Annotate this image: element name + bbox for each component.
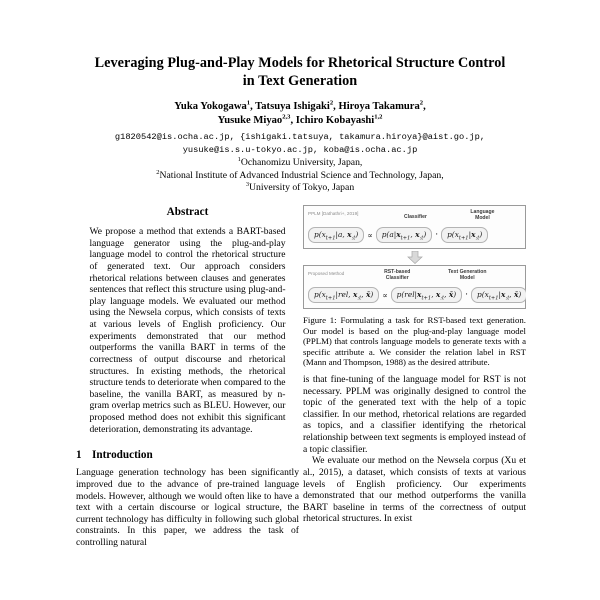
affiliation-2-marker: 2 [156, 168, 160, 176]
author-line-1 [0, 100, 600, 114]
text-generation-model-label-line-2: Model [459, 275, 475, 282]
author-takamura-affil: 2 [419, 99, 424, 107]
figure-1 [303, 205, 526, 368]
abstract-body [90, 226, 286, 435]
affiliation-2 [0, 170, 600, 182]
abstract-heading: Abstract [166, 206, 209, 218]
author-takamura: , Hiroya Takamura [333, 101, 420, 112]
affiliations [0, 157, 600, 194]
author-yokogawa-affil: 1 [246, 99, 251, 107]
figure-1-caption: Figure 1: Formulating a task for RST-based text generation. Our model is based on the plug-and-play language model (PPLM) that controls language models to generate texts with a specific attribute a. We consider the relation label in RST (Mann and Thompson, 1988) as the desired attribute. [303, 315, 526, 368]
affiliation-1-text: Ochanomizu University, Japan, [240, 157, 363, 169]
text-generation-model-label [436, 269, 498, 281]
language-model-label-line-1: Language [470, 209, 495, 215]
author-yokogawa: Yuka Yokogawa [174, 101, 247, 112]
affiliation-3-text: University of Tokyo, Japan [249, 182, 355, 194]
language-model-label-line-2: Model [475, 215, 490, 222]
rst-classifier-label [366, 269, 428, 281]
proposed-target-equation: $p(x_{t+1}|rel$, $x_{:t}$, x̄) [308, 287, 379, 303]
right-column-paragraph-1: is that fine-tuning of the language model for RST is not necessary. PPLM was originally designed to control the topic of the generated text with the help of a topic classifier. In our method, rhetorical relations are regarded as topics, and a classifier identifying the rhetorical relationship between text segments is employed instead of a topic classifier. [303, 373, 526, 455]
introduction-paragraph-1: Language generation technology has been significantly improved due to the advance of pre-trained language models. However, although we would often like to have a text with a certain discourse or logical structure, the current technology has difficulty in following such global constraints. In this paper, we address the task of controlling natural [76, 467, 299, 548]
pplm-lm-equation: $p(x_{t+1}|x_{:t})$ [441, 227, 488, 243]
language-model-label [454, 209, 510, 221]
author-line-1-end: , [423, 101, 426, 112]
introduction-number: 1 [76, 449, 82, 462]
figure-bottom-equations [308, 287, 521, 303]
author-line-2 [0, 114, 600, 128]
introduction-heading-label: Introduction [92, 449, 153, 462]
right-column-paragraph-2: We evaluate our method on the Newsela corpus (Xu et al., 2015), a dataset, which consists of texts at various levels of English proficiency. Our experiments demonstrated that our method outperforms the vanilla BART baseline in terms of the correctness of output rhetorical structures. In exist [303, 455, 526, 525]
proposed-lm-equation: $p(x_{t+1}|x_{:t}$, x̄) [471, 287, 526, 303]
introduction-heading [76, 448, 299, 462]
rst-classifier-label-line-1: RST-based [384, 269, 411, 275]
dot-operator-bottom: · [465, 290, 469, 300]
affiliation-3-marker: 3 [245, 180, 250, 188]
author-miyao-affil: 2,3 [282, 113, 291, 121]
dot-operator-top: · [435, 230, 439, 240]
pplm-classifier-equation: $p(a|x_{t+1}$, $x_{:t}$) [376, 227, 433, 243]
text-generation-model-label-line-1: Text Generation [448, 269, 487, 275]
affiliation-3 [0, 182, 600, 194]
pplm-tag: PPLM [Dathathri+, 2019] [308, 211, 359, 216]
figure-top-panel [303, 205, 526, 249]
title-line-1: Leveraging Plug-and-Play Models for Rhetorical Structure Control [94, 55, 506, 71]
classifier-label: Classifier [403, 214, 427, 220]
affiliation-1 [0, 157, 600, 169]
figure-bottom-labels [308, 269, 521, 286]
author-ishigaki: , Tatsuya Ishigaki [250, 101, 330, 112]
figure-top-labels [308, 209, 521, 226]
body-columns [0, 205, 600, 600]
pplm-target-equation: $p(x_{t+1}|a$, $x_{:t}$) [308, 227, 364, 243]
figure-bottom-panel [303, 265, 526, 309]
author-miyao: Yusuke Miyao [217, 115, 283, 127]
affiliation-2-text: National Institute of Advanced Industrial Science and Technology, Japan, [159, 169, 444, 181]
email-line-1: g1820542@is.ocha.ac.jp, {ishigaki.tatsuya, takamura.hiroya}@aist.go.jp, [114, 132, 486, 143]
figure-top-equations [308, 227, 521, 243]
email-line-2: yusuke@is.s.u-tokyo.ac.jp, koba@is.ocha.ac.jp [182, 144, 418, 155]
affiliation-1-marker: 1 [237, 155, 241, 163]
author-list [0, 100, 600, 128]
proportional-operator-top: ∝ [367, 230, 373, 240]
right-column [303, 205, 526, 600]
author-emails [0, 131, 600, 156]
proportional-operator-bottom: ∝ [382, 290, 388, 300]
proposed-classifier-equation: $p(rel|x_{t+1}$, $x_{:t}$, x̄) [391, 287, 462, 303]
downward-arrow-icon [303, 250, 526, 264]
author-kobayashi: , Ichiro Kobayashi [290, 115, 375, 127]
abstract-paragraph: We propose a method that extends a BART-based language generator using the plug-and-play language model to control the rhetorical structure of generated text. Our approach considers rhetorical relations between clauses and generates sentences that reflect this structure using plug-and-play language models. We evaluated our method using the Newsela corpus, which consists of texts at various levels of English proficiency. Our experiments demonstrated that our method outperforms the vanilla BART in terms of the correctness of output discourse and rhetorical structures. In existing methods, the rhetorical structure tends to deteriorate when compared to the baseline, the vanilla BART, as measured by n-gram overlap metrics such as BLEU. However, our proposed method does not exhibit this significant deterioration, demonstrating its advantage. [89, 226, 286, 435]
left-column [76, 205, 299, 600]
author-ishigaki-affil: 2 [329, 99, 334, 107]
rst-classifier-label-line-2: Classifier [385, 275, 409, 282]
author-kobayashi-affil: 1,2 [374, 113, 383, 121]
title-line-2: in Text Generation [242, 72, 358, 89]
proposed-method-tag: Proposed Method [308, 271, 345, 276]
page-title [0, 0, 600, 90]
